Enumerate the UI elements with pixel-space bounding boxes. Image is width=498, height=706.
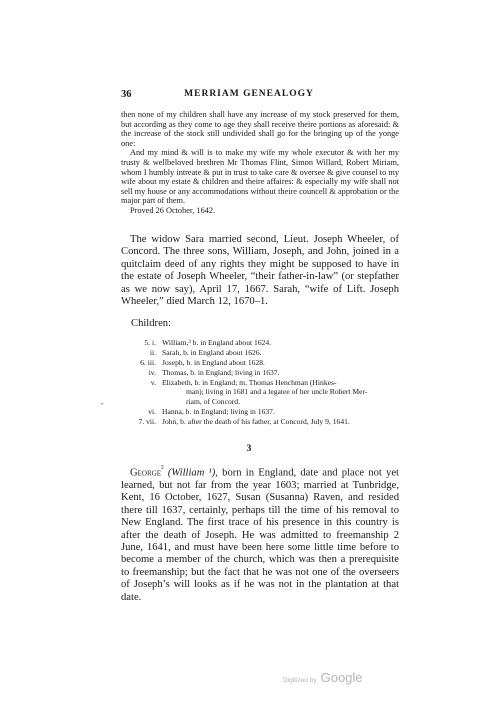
children-heading: Children: [131, 318, 172, 329]
child-number: 5. i. [144, 338, 156, 347]
lead-name: George [130, 467, 161, 479]
page-number: 36 [121, 89, 132, 100]
child-entry [126, 417, 398, 426]
google-logo: Google [320, 670, 363, 685]
child-entry [126, 407, 398, 416]
digitized-by-text: Digitized by [283, 677, 317, 684]
will-paragraph-2: And my mind & will is to make my wife my whole executor & with her my trusty & wellbeloved brethren Mr Thomas Flint, Simon Willard, Robert Miriam, whom I humbly intreate & put in trust to take care & oversee & give counsel to my wife about my estate & children and theire affaires: & especially my wife shall not sell my house or any accommodations without theire councell & approbation or the major part of them. [121, 148, 399, 206]
child-text: Sarah, b. in England about 1626. [162, 348, 262, 357]
child-entry [126, 358, 398, 367]
child-number: v. [150, 378, 156, 387]
child-entry [126, 338, 398, 347]
child-entry [126, 348, 398, 357]
child-text-continued: man); living in 1681 and a legatee of her uncle Robert Mer- [186, 387, 368, 397]
child-text: John, b. after the death of his father, at Concord, July 9, 1641. [162, 417, 350, 426]
child-number: iv. [148, 368, 156, 377]
child-text: William,³ b. in England about 1624. [162, 338, 272, 347]
running-title: MERRIAM GENEALOGY [184, 89, 314, 99]
child-entry [126, 378, 398, 406]
section-body: born in England, date and place not yet learned, but not far from the year 1603; married at Tunbridge, Kent, 16 October, 1627, Susan (Susanna) Raven, and resided there till 1637, certainly, perhaps till the time of his removal to New England. The first trace of his presence in this country is after the death of Joseph. He was admitted to freemanship 2 June, 1641, and must have been here some little time before to become a member of the church, which was then a prerequisite to freemanship; but the fact that he was not one of the overseers of Joseph’s will looks as if he was not in the plantation at that date. [121, 467, 399, 603]
child-number: 6. iii. [140, 358, 156, 367]
will-excerpt [121, 110, 399, 216]
section-number: 3 [246, 444, 252, 454]
stray-ink-mark: • [101, 402, 104, 408]
child-text-continued: riam, of Concord. [186, 396, 240, 406]
child-entry [126, 368, 398, 377]
child-number: vi. [148, 407, 156, 416]
child-text: Joseph, b. in England about 1628. [162, 358, 265, 367]
child-text: Hanna, b. in England; living in 1637. [162, 407, 275, 416]
child-text: Elizabeth, b. in England; m. Thomas Henchman (Hinkes- [162, 378, 337, 387]
google-watermark [283, 669, 363, 687]
section-paragraph-block [121, 462, 399, 604]
will-proved-line: Proved 26 October, 1642. [130, 205, 216, 215]
will-paragraph-1: then none of my children shall have any increase of my stock preserved for them, but according as they come to age they shall receive theire portions as aforesaid: & the increase of the stock still undivided shall go for the bringing up of the yonge one: [121, 110, 399, 148]
child-text: Thomas, b. in England; living in 1637. [162, 368, 280, 377]
lead-parent: (William ¹), [167, 467, 218, 479]
widow-paragraph: The widow Sara married second, Lieut. Joseph Wheeler, of Concord. The three sons, William, Joseph, and John, joined in a quitclaim deed of any rights they might be supposed to have in the estate of Joseph Wheeler, “their father-in-law” (or stepfather as we now say), April 17, 1667. Sarah, “wife of Lift. Joseph Wheeler,” died March 12, 1670–1. [121, 234, 399, 308]
child-number: ii. [149, 348, 156, 357]
section-paragraph [121, 462, 399, 604]
child-number: 7. vii. [138, 417, 156, 426]
widow-paragraph-block [121, 234, 399, 308]
lead-superscript: ² [160, 463, 164, 473]
